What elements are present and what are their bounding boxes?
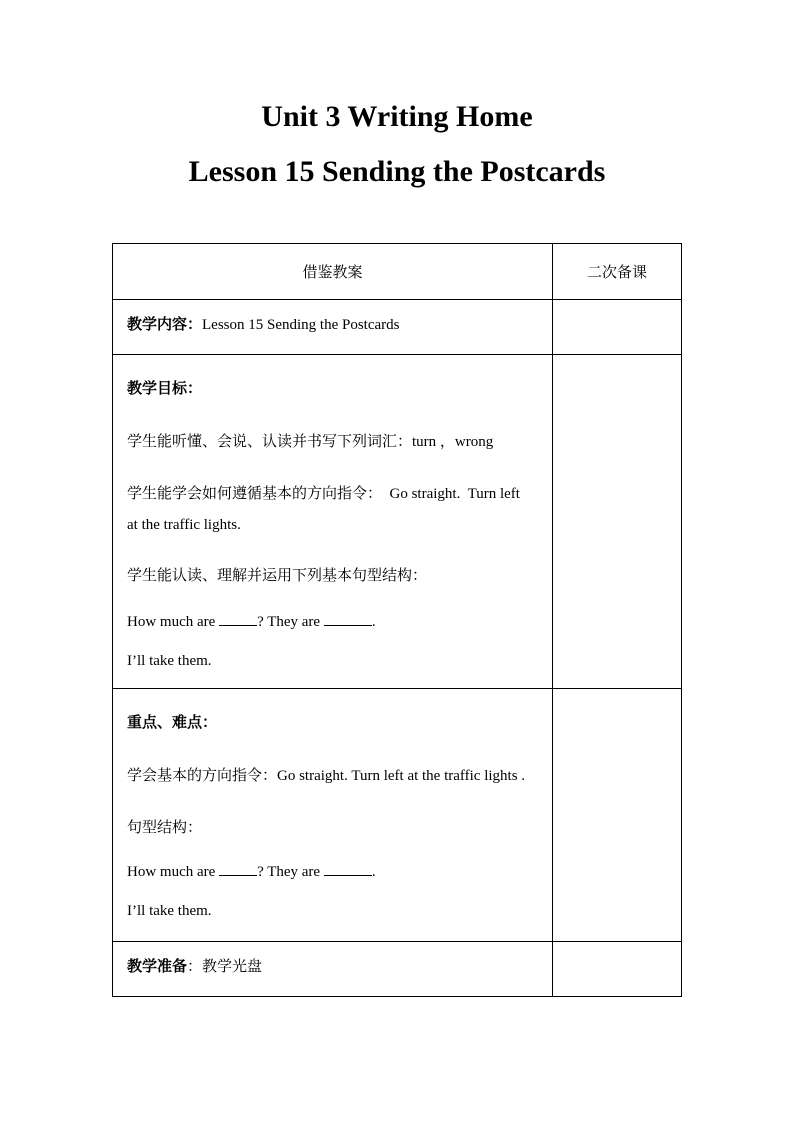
key-points-row bbox=[113, 689, 682, 942]
objective-vocab bbox=[127, 430, 538, 450]
preparation-row bbox=[113, 942, 682, 997]
lesson-plan-table bbox=[112, 243, 682, 997]
key-points-cell bbox=[113, 689, 553, 942]
sentence-part: . bbox=[371, 614, 376, 630]
unit-title: Unit 3 Writing Home bbox=[261, 100, 533, 133]
sentence-part: . bbox=[371, 864, 376, 880]
objective-sentence-2: I’ll take them. bbox=[127, 653, 212, 669]
header-row bbox=[113, 244, 682, 300]
content-label: 教学内容： bbox=[127, 315, 203, 333]
objective-sentences: 学生能认读、理解并运用下列基本句型结构： bbox=[127, 566, 428, 584]
preparation-text: ：教学光盘 bbox=[187, 957, 263, 975]
sentence-part: ? They are bbox=[257, 614, 324, 630]
objective-directions-cont: at the traffic lights. bbox=[127, 517, 241, 533]
objective-sentence-1 bbox=[127, 611, 538, 631]
objective-directions-zh: 学生能学会如何遵循基本的方向指令： bbox=[127, 484, 383, 502]
answer-blank bbox=[324, 611, 372, 626]
lesson-title: Lesson 15 Sending the Postcards bbox=[188, 155, 606, 188]
content-row bbox=[113, 300, 682, 355]
objectives-row bbox=[113, 355, 682, 689]
key-points-label: 重点、难点： bbox=[127, 713, 218, 731]
key-point-directions-en: Go straight. Turn left at the traffic lights . bbox=[277, 768, 526, 784]
objectives-cell bbox=[113, 355, 553, 689]
objective-vocab-en: turn ，wrong bbox=[412, 434, 494, 450]
sentence-part: ? They are bbox=[257, 864, 324, 880]
objective-directions bbox=[127, 482, 538, 502]
preparation-label: 教学准备 bbox=[127, 957, 188, 975]
preparation-notes-cell bbox=[553, 942, 682, 997]
content-cell bbox=[113, 300, 553, 355]
sentence-part: How much are bbox=[127, 614, 220, 630]
preparation-cell bbox=[113, 942, 553, 997]
header-reference-plan: 借鉴教案 bbox=[113, 244, 553, 300]
objectives-label: 教学目标： bbox=[127, 379, 203, 397]
key-point-sentence-1 bbox=[127, 861, 538, 881]
header-second-prep: 二次备课 bbox=[553, 244, 682, 300]
answer-blank bbox=[324, 861, 372, 876]
answer-blank bbox=[219, 861, 257, 876]
objective-directions-en: Go straight. Turn left bbox=[382, 486, 520, 502]
answer-blank bbox=[219, 611, 257, 626]
objectives-notes-cell bbox=[553, 355, 682, 689]
key-point-sentence-2: I’ll take them. bbox=[127, 903, 212, 919]
objective-vocab-zh: 学生能听懂、会说、认读并书写下列词汇： bbox=[127, 432, 413, 450]
key-points-notes-cell bbox=[553, 689, 682, 942]
content-text: Lesson 15 Sending the Postcards bbox=[202, 317, 400, 333]
key-point-directions-zh: 学会基本的方向指令： bbox=[127, 766, 278, 784]
sentence-part: How much are bbox=[127, 864, 220, 880]
content-notes-cell bbox=[553, 300, 682, 355]
key-point-directions bbox=[127, 764, 538, 784]
key-point-structures: 句型结构： bbox=[127, 818, 203, 836]
